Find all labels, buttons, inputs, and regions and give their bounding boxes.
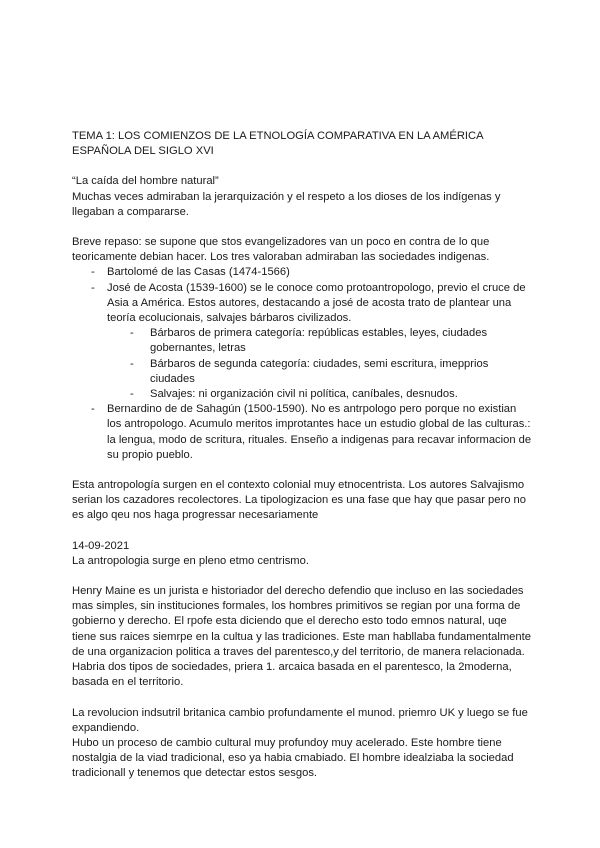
paragraph: La revolucion indsutril britanica cambio profundamente el munod. priemro UK y luego se fue expandiendo. (72, 706, 528, 734)
author-list (72, 265, 532, 463)
date: 14-09-2021 (72, 539, 130, 552)
sub-list-item: - Salvajes: ni organización civil ni política, caníbales, desnudos. (72, 387, 532, 402)
title-line-1: TEMA 1: LOS COMIENZOS DE LA ETNOLOGÍA COMPARATIVA EN LA AMÉRICA (72, 130, 484, 142)
list-item: - Bartolomé de las Casas (1474-1566) (72, 265, 532, 280)
paragraph: Esta antropología surgen en el contexto colonial muy etnocentrista. Los autores Salvajismo serian los cazadores recolectores. La tipologizacion es una fase que hay que pasar pero no es algo qeu nos haga progressar necesariamente (72, 479, 527, 522)
paragraph: Hubo un proceso de cambio cultural muy profundoy muy acelerado. Este hombre tiene nostalgia de la viad tradicional, eso ya habia cmabiado. El hombre idealziaba la sociedad tradicionall y tenemos que detectar estos sesgos. (72, 736, 514, 780)
title-line-2: ESPAÑOLA DEL SIGLO XVI (72, 145, 214, 158)
list-item: - José de Acosta (1539-1600) se le conoce como protoantropologo, previo el cruce de Asia a América. Estos autores, destacando a josé de acosta trato de plantear una teoría ecolucionais, salvajes bárbaros civilizados. (72, 281, 532, 327)
paragraph: Breve repaso: se supone que stos evangelizadores van un poco en contra de lo que teoricamente debian hacer. Los tres valoraban admiraban las sociedades indigenas. (72, 236, 490, 264)
sub-list-item: - Bárbaros de segunda categoría: ciudades, semi escritura, imepprios ciudades (72, 357, 532, 387)
sub-list-item: - Bárbaros de primera categoría: repúblicas estables, leyes, ciudades gobernantes, letras (72, 326, 532, 356)
section-quote: “La caída del hombre natural” (72, 175, 219, 188)
paragraph: Henry Maine es un jurista e historiador del derecho defendio que incluso en las sociedades mas simples, sin instituciones formales, los hombres primitivos se regian por una forma de gobierno y derecho. El rpofe esta diciendo que el derecho esto todo emnos natural, uqe tiene sus raices siemrpe en la cultua y las tradiciones. Este man habllaba fundamentalmente de una organizacion politica a traves del parentesco,y del territorio, de manera relacionada. Habria dos tipos de sociedades, priera 1. arcaica basada en el parentesco, la 2moderna, basada en el territorio. (72, 585, 531, 689)
list-item: - Bernardino de de Sahagún (1500-1590). No es antrpologo pero porque no existian los antropologo. Acumulo meritos improtantes hace un estudio global de las culturas.: la lengua, modo de scritura, rituales. Enseño a indigenas para recavar informacion de su propio pueblo. (72, 402, 532, 463)
paragraph: La antropologia surge en pleno etmo centrismo. (72, 554, 309, 567)
document-body (72, 129, 532, 782)
paragraph: Muchas veces admiraban la jerarquización y el respeto a los dioses de los indígenas y llegaban a compararse. (72, 190, 501, 218)
